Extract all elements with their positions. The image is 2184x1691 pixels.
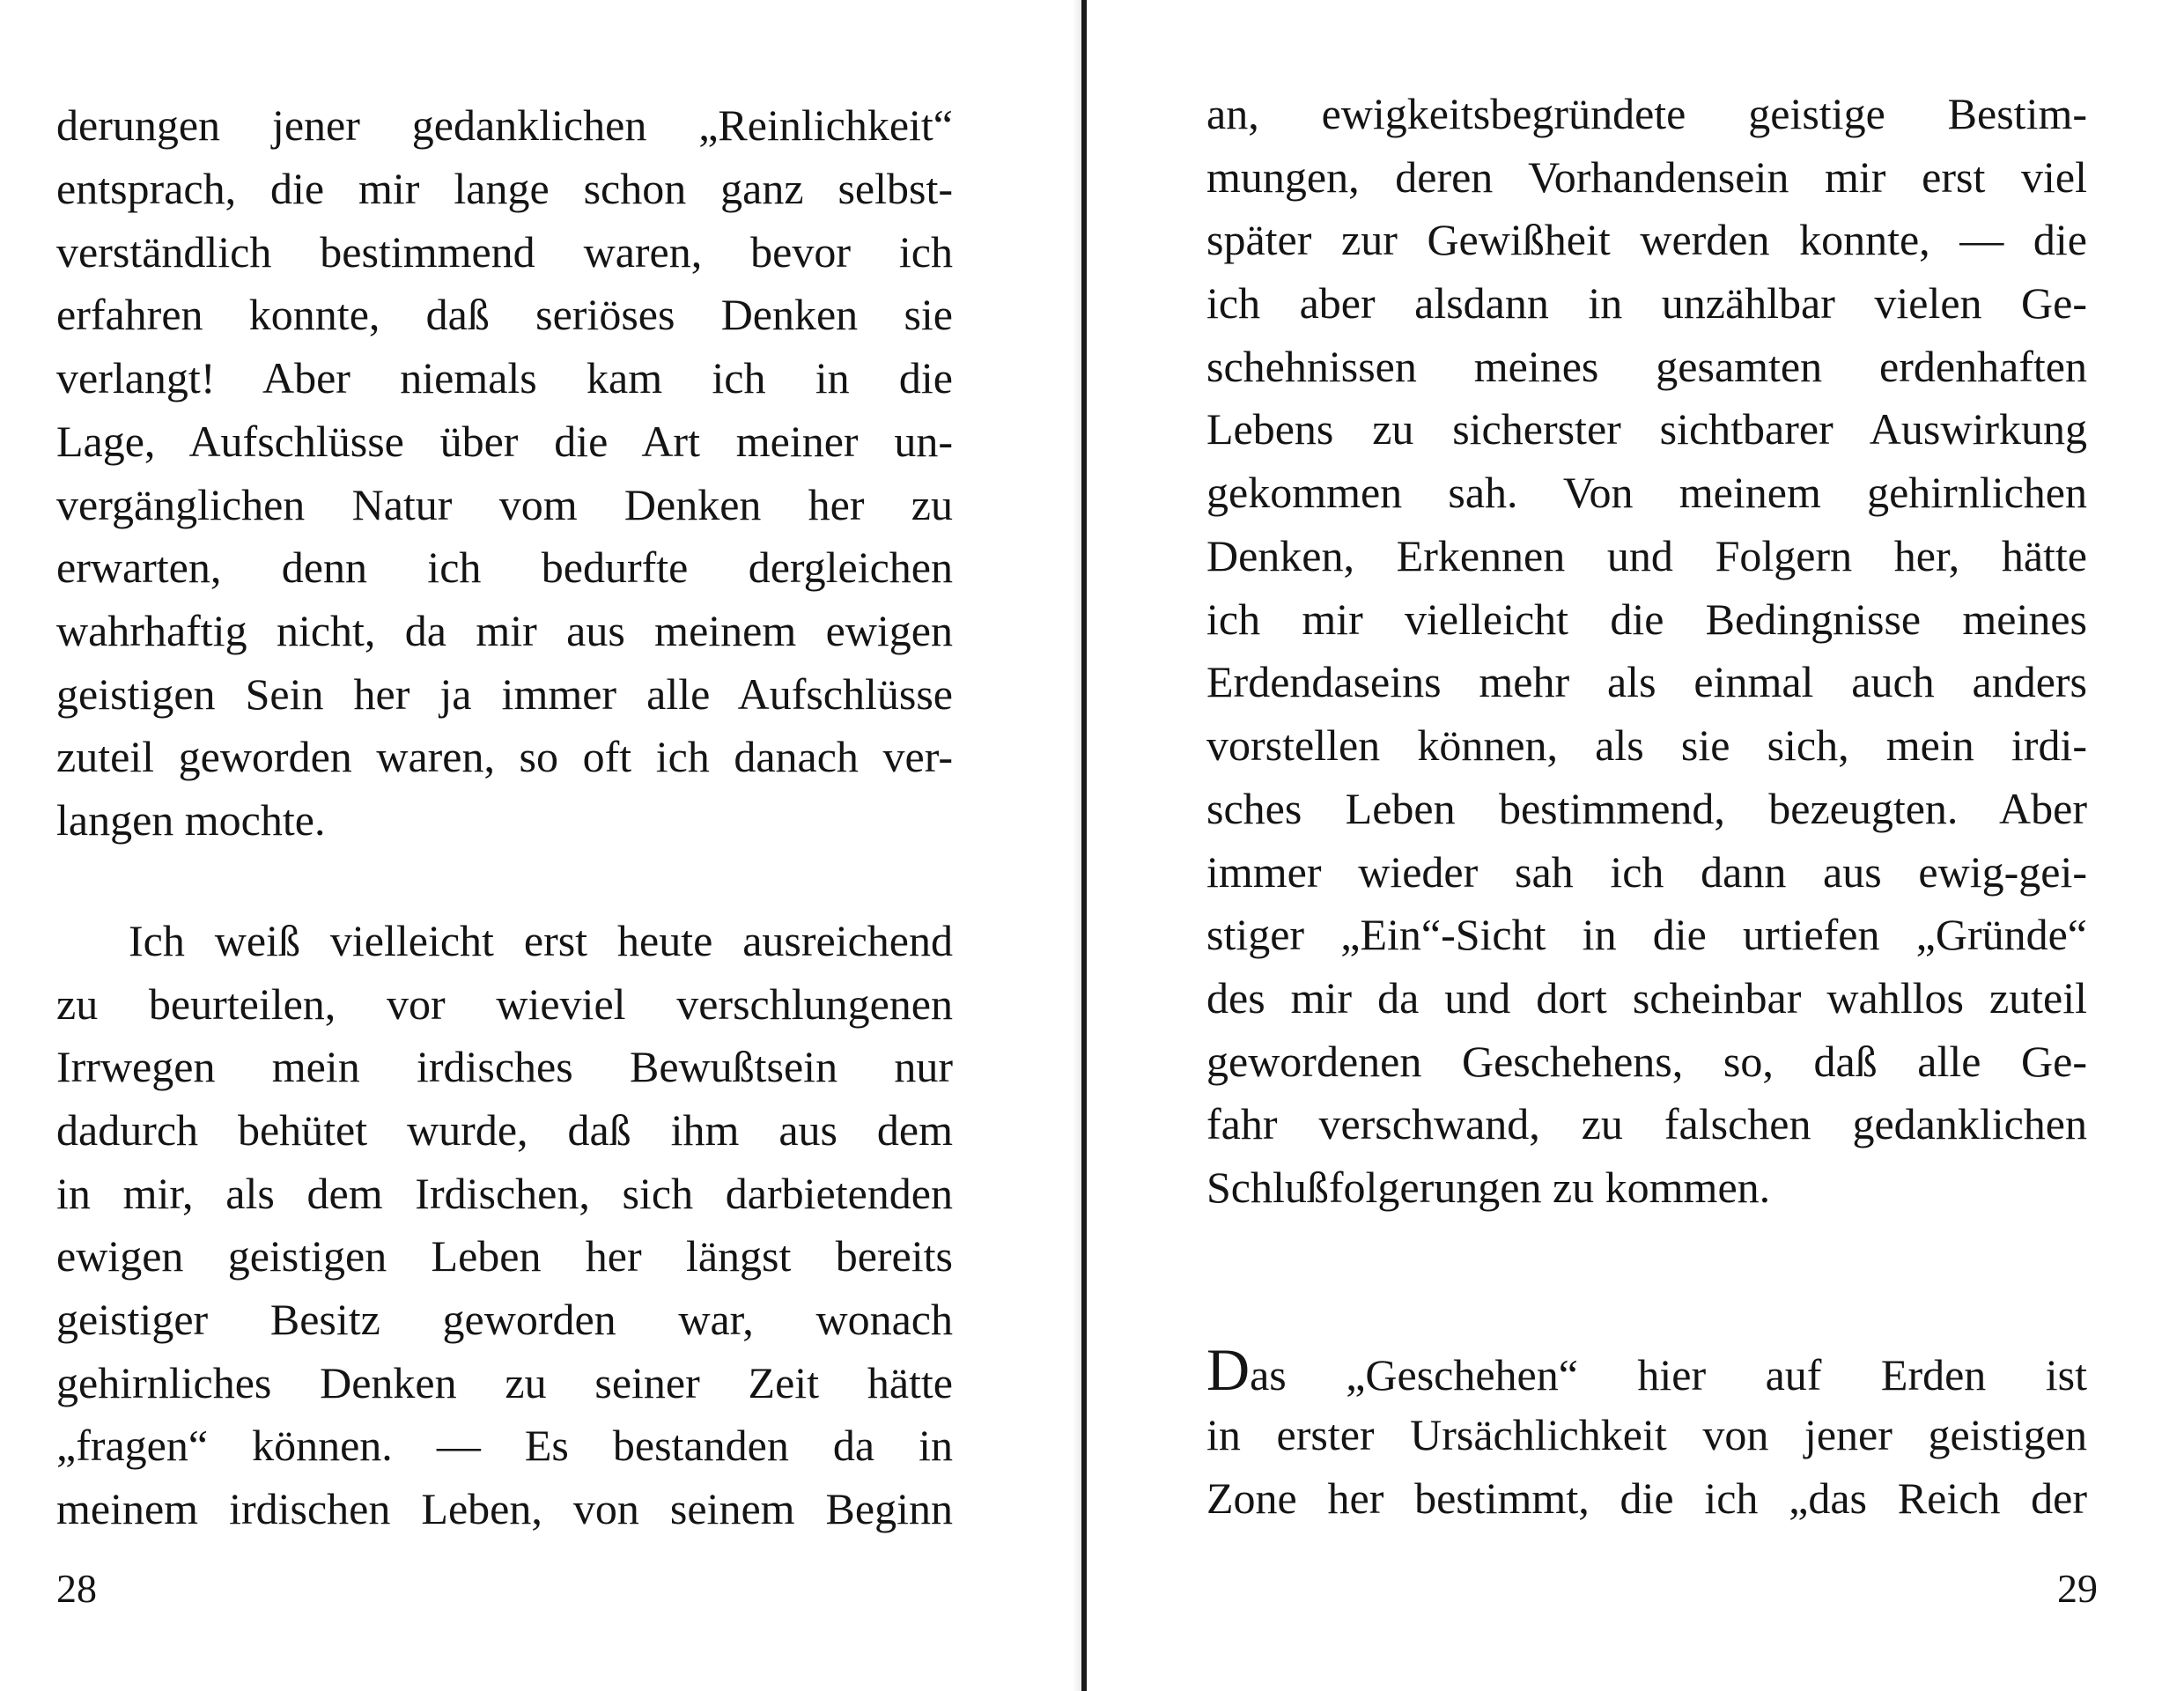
text-line: zu beurteilen, vor wieviel verschlungenen <box>56 979 953 1029</box>
text-line: des mir da und dort scheinbar wahllos zuteil <box>1206 973 2087 1023</box>
text-line: immer wieder sah ich dann aus ewig-gei- <box>1206 847 2087 897</box>
section-first-line-text: as „Geschehen“ hier auf Erden ist <box>1250 1350 2087 1399</box>
text-line: Schlußfolgerungen zu kommen. <box>1206 1163 1771 1212</box>
text-line: ich mir vielleicht die Bedingnisse meines <box>1206 594 2087 644</box>
text-line: in mir, als dem Irdischen, sich darbietenden <box>56 1169 953 1218</box>
text-line: sches Leben bestimmend, bezeugten. Aber <box>1206 784 2087 833</box>
text-line: Erdendaseins mehr als einmal auch anders <box>1206 657 2087 706</box>
left-page <box>0 0 1081 1691</box>
text-line: derungen jener gedanklichen „Reinlichkeit“ <box>56 100 953 150</box>
text-line: vergänglichen Natur vom Denken her zu <box>56 480 953 529</box>
text-line: zuteil geworden waren, so oft ich danach ver- <box>56 732 953 781</box>
text-line: Lebens zu sicherster sichtbarer Auswirkung <box>1206 404 2087 454</box>
page-number: 28 <box>56 1566 97 1611</box>
section-opening-line <box>1206 1336 2087 1403</box>
text-line: schehnissen meines gesamten erdenhaften <box>1206 342 2087 391</box>
text-line: ich aber alsdann in unzählbar vielen Ge- <box>1206 278 2087 328</box>
text-line: Zone her bestimmt, die ich „das Reich der <box>1206 1473 2087 1523</box>
text-line: „fragen“ können. — Es bestanden da in <box>56 1421 953 1470</box>
text-line: erfahren konnte, daß seriöses Denken sie <box>56 290 953 339</box>
text-line: Denken, Erkennen und Folgern her, hätte <box>1206 531 2087 580</box>
text-line: Ich weiß vielleicht erst heute ausreichend <box>129 916 953 965</box>
text-line: ewigen geistigen Leben her längst bereits <box>56 1231 953 1281</box>
text-line: an, ewigkeitsbegründete geistige Bestim- <box>1206 89 2087 138</box>
text-line: später zur Gewißheit werden konnte, — die <box>1206 215 2087 264</box>
text-line: Irrwegen mein irdisches Bewußtsein nur <box>56 1042 953 1091</box>
text-line: gehirnliches Denken zu seiner Zeit hätte <box>56 1358 953 1407</box>
text-line: wahrhaftig nicht, da mir aus meinem ewigen <box>56 606 953 655</box>
gutter-shadow <box>1073 0 1081 1691</box>
text-line: fahr verschwand, zu falschen gedanklichen <box>1206 1099 2087 1148</box>
text-line: mungen, deren Vorhandensein mir erst viel <box>1206 152 2087 202</box>
text-line: Lage, Aufschlüsse über die Art meiner un- <box>56 417 953 466</box>
text-line: vorstellen können, als sie sich, mein irdi- <box>1206 720 2087 770</box>
text-line: gekommen sah. Von meinem gehirnlichen <box>1206 468 2087 517</box>
text-line: entsprach, die mir lange schon ganz selbst- <box>56 164 953 213</box>
text-line: geistigen Sein her ja immer alle Aufschlüsse <box>56 669 953 719</box>
text-line: langen mochte. <box>56 795 326 845</box>
right-page <box>1087 0 2184 1691</box>
text-line: meinem irdischen Leben, von seinem Beginn <box>56 1484 953 1533</box>
text-line: gewordenen Geschehens, so, daß alle Ge- <box>1206 1037 2087 1086</box>
text-line: verlangt! Aber niemals kam ich in die <box>56 353 953 402</box>
page-number: 29 <box>2057 1566 2098 1611</box>
text-line: dadurch behütet wurde, daß ihm aus dem <box>56 1105 953 1155</box>
text-line: in erster Ursächlichkeit von jener geistigen <box>1206 1410 2087 1459</box>
text-line: geistiger Besitz geworden war, wonach <box>56 1295 953 1344</box>
text-line: erwarten, denn ich bedurfte dergleichen <box>56 543 953 592</box>
text-line: verständlich bestimmend waren, bevor ich <box>56 227 953 277</box>
drop-cap: D <box>1206 1336 1251 1403</box>
text-line: stiger „Ein“-Sicht in die urtiefen „Gründe“ <box>1206 910 2087 959</box>
